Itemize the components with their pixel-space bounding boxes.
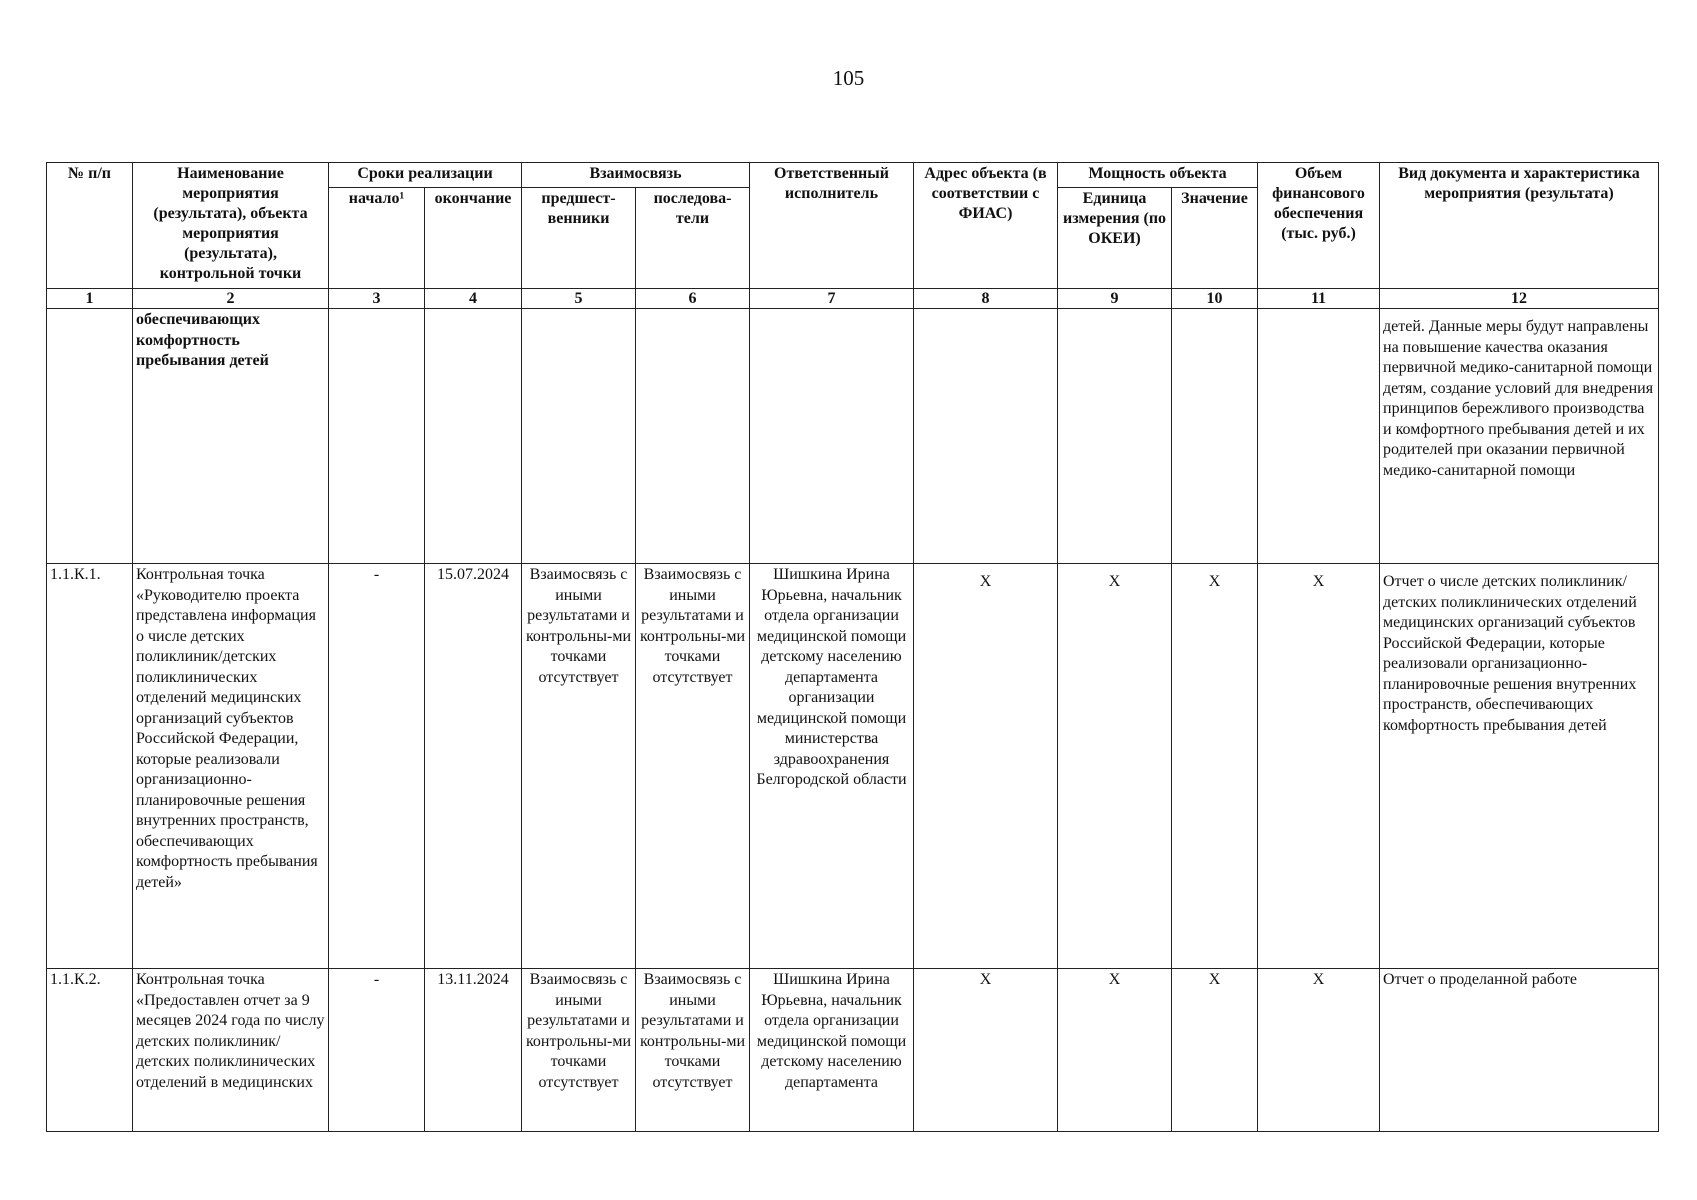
column-number: 5	[522, 289, 636, 309]
row-unit: Х	[1058, 564, 1172, 969]
header-relation: Взаимосвязь	[522, 163, 750, 188]
header-predecessors: предшест-венники	[522, 188, 636, 289]
page-number: 105	[832, 66, 865, 90]
column-number: 1	[47, 289, 133, 309]
row-value	[1172, 309, 1258, 564]
column-number: 12	[1380, 289, 1659, 309]
row-end: 15.07.2024	[425, 564, 522, 969]
row-address: Х	[914, 564, 1058, 969]
row-name: Контрольная точка «Руководителю проекта представлена информация о числе детских поликлиник/детских поликлинических отделений медицинских организаций субъектов Российской Федерации, которые реализовали организационно-планировочные решения внутренних пространств, обеспечивающих комфортность пребывания детей»	[133, 564, 329, 969]
row-funding: Х	[1258, 969, 1380, 1132]
header-funding: Объем финансового обеспечения (тыс. руб.)	[1258, 163, 1380, 289]
schedule-table	[46, 162, 1659, 1132]
row-address	[914, 309, 1058, 564]
header-capacity: Мощность объекта	[1058, 163, 1258, 188]
column-number: 4	[425, 289, 522, 309]
row-responsible: Шишкина Ирина Юрьевна, начальник отдела организации медицинской помощи детскому населению департамента	[750, 969, 914, 1132]
header-unit: Единица измерения (по ОКЕИ)	[1058, 188, 1172, 289]
row-doc: Отчет о проделанной работе	[1380, 969, 1659, 1132]
row-num: 1.1.К.1.	[47, 564, 133, 969]
header-responsible: Ответственный исполнитель	[750, 163, 914, 289]
row-num	[47, 309, 133, 564]
row-name: Контрольная точка «Предоставлен отчет за 9 месяцев 2024 года по числу детских поликлиник/детских поликлинических отделений в медицинских	[133, 969, 329, 1132]
row-num: 1.1.К.2.	[47, 969, 133, 1132]
column-number: 10	[1172, 289, 1258, 309]
header-value: Значение	[1172, 188, 1258, 289]
row-funding	[1258, 309, 1380, 564]
column-number: 6	[636, 289, 750, 309]
row-start: -	[329, 969, 425, 1132]
row-doc: Отчет о числе детских поликлиник/детских поликлинических отделений медицинских организаций субъектов Российской Федерации, которые реализовали организационно-планировочные решения внутренних пространств, обеспечивающих комфортность пребывания детей	[1380, 564, 1659, 969]
row-responsible: Шишкина Ирина Юрьевна, начальник отдела организации медицинской помощи детскому населению департамента организации медицинской помощи министерства здравоохранения Белгородской области	[750, 564, 914, 969]
column-number: 8	[914, 289, 1058, 309]
row-end: 13.11.2024	[425, 969, 522, 1132]
row-doc: детей. Данные меры будут направлены на повышение качества оказания первичной медико-санитарной помощи детям, создание условий для внедрения принципов бережливого производства и комфортного пребывания детей и их родителей при оказании первичной медико-санитарной помощи	[1380, 309, 1659, 564]
row-responsible	[750, 309, 914, 564]
row-start	[329, 309, 425, 564]
row-predecessors: Взаимосвязь с иными результатами и контрольны-ми точками отсутствует	[522, 969, 636, 1132]
column-number: 7	[750, 289, 914, 309]
header-start: начало¹	[329, 188, 425, 289]
header-doctype: Вид документа и характеристика мероприятия (результата)	[1380, 163, 1659, 289]
row-value: Х	[1172, 969, 1258, 1132]
header-num: № п/п	[47, 163, 133, 289]
row-predecessors	[522, 309, 636, 564]
row-funding: Х	[1258, 564, 1380, 969]
header-end: окончание	[425, 188, 522, 289]
table-row	[47, 969, 1659, 1132]
header-terms: Сроки реализации	[329, 163, 522, 188]
row-successors	[636, 309, 750, 564]
header-successors: последова-тели	[636, 188, 750, 289]
row-address: Х	[914, 969, 1058, 1132]
row-predecessors: Взаимосвязь с иными результатами и контрольны-ми точками отсутствует	[522, 564, 636, 969]
row-value: Х	[1172, 564, 1258, 969]
header-name: Наименование мероприятия (результата), объекта мероприятия (результата), контрольной точки	[133, 163, 329, 289]
table-row	[47, 564, 1659, 969]
column-number: 2	[133, 289, 329, 309]
row-successors: Взаимосвязь с иными результатами и контрольны-ми точками отсутствует	[636, 969, 750, 1132]
row-start: -	[329, 564, 425, 969]
row-successors: Взаимосвязь с иными результатами и контрольны-ми точками отсутствует	[636, 564, 750, 969]
table-row	[47, 309, 1659, 564]
column-number: 11	[1258, 289, 1380, 309]
column-number: 3	[329, 289, 425, 309]
row-unit: Х	[1058, 969, 1172, 1132]
row-end	[425, 309, 522, 564]
column-number: 9	[1058, 289, 1172, 309]
row-unit	[1058, 309, 1172, 564]
header-address: Адрес объекта (в соответствии с ФИАС)	[914, 163, 1058, 289]
row-name: обеспечивающих комфортность пребывания детей	[133, 309, 329, 564]
